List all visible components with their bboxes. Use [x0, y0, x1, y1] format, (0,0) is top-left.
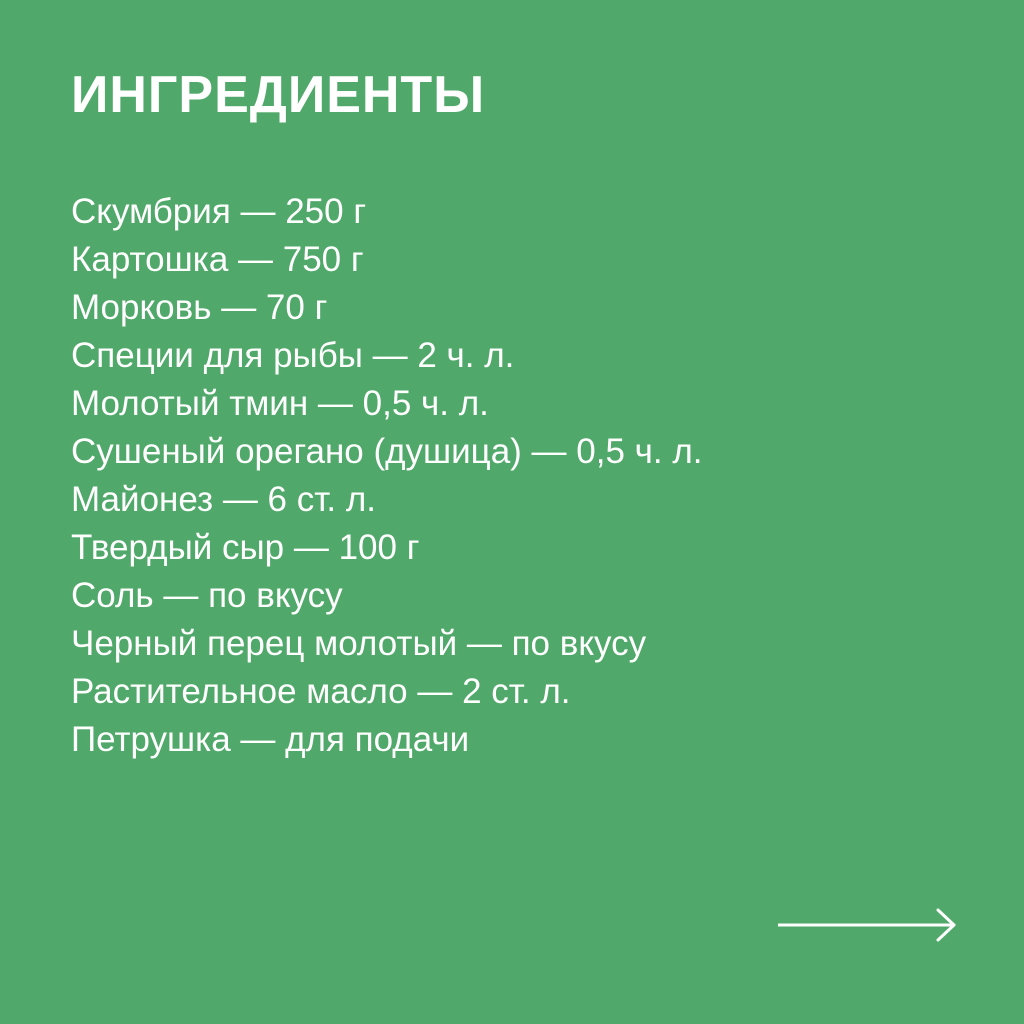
arrow-right-icon — [778, 908, 958, 942]
list-item: Черный перец молотый — по вкусу — [71, 624, 647, 663]
list-item: Растительное масло — 2 ст. л. — [71, 672, 571, 711]
ingredients-list — [71, 188, 703, 764]
list-item: Майонез — 6 ст. л. — [71, 480, 376, 519]
list-item: Скумбрия — 250 г — [71, 192, 367, 231]
list-item: Молотый тмин — 0,5 ч. л. — [71, 384, 489, 423]
next-slide-button[interactable] — [778, 908, 958, 942]
page-title: ИНГРЕДИЕНТЫ — [71, 66, 486, 124]
list-item: Петрушка — для подачи — [71, 720, 470, 759]
list-item: Морковь — 70 г — [71, 288, 328, 327]
list-item: Твердый сыр — 100 г — [71, 528, 420, 567]
list-item: Сушеный орегано (душица) — 0,5 ч. л. — [71, 432, 703, 471]
list-item: Соль — по вкусу — [71, 576, 343, 615]
list-item: Специи для рыбы — 2 ч. л. — [71, 336, 515, 375]
list-item: Картошка — 750 г — [71, 240, 364, 279]
